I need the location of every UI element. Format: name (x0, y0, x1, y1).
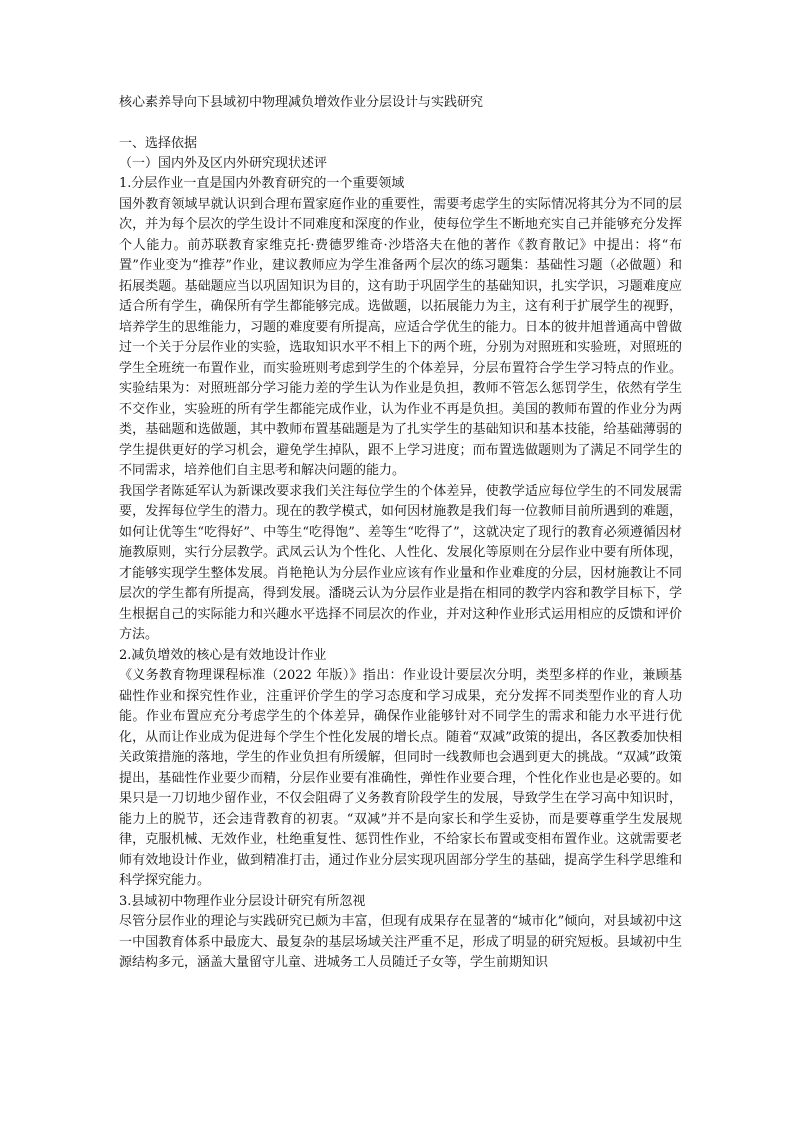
item-heading-1: 1.分层作业一直是国内外教育研究的一个重要领域 (119, 176, 405, 191)
item-heading-2: 2.减负增效的核心是有效地设计作业 (119, 647, 327, 663)
paragraph: 国外教育领域早就认识到合理布置家庭作业的重要性，需要考虑学生的实际情况将其分为不同的层次，并为每个层次的学生设计不同难度和深度的作业，使每位学生不断地充实自己并能够充分发挥个人能力。前苏联教育家维克托·费德罗维奇·沙塔洛夫在他的著作《教育散记》中提出：将“布置”作业变为“推荐”作业，建议教师应为学生准备两个层次的练习题集：基础性习题（必做题）和拓展类题。基础题应当以巩固知识为目的，这有助于巩固学生的基础知识，扎实学识，习题难度应适合所有学生，确保所有学生都能够完成。选做题，以拓展能力为主，这有利于扩展学生的视野，培养学生的思维能力，习题的难度要有所提高，应适合学优生的能力。日本的彼井旭普通高中曾做过一个关于分层作业的实验，选取知识水平不相上下的两个班，分别为对照班和实验班，对照班的学生全班统一布置作业，而实验班则考虑到学生的个体差异，分层布置符合学生学习特点的作业。实验结果为：对照班部分学习能力差的学生认为作业是负担，教师不管怎么惩罚学生，依然有学生不交作业，实验班的所有学生都能完成作业，认为作业不再是负担。美国的教师布置的作业分为两类，基础题和选做题，其中教师布置基础题是为了扎实学生的基础知识和基本技能，给基础薄弱的学生提供更好的学习机会，避免学生掉队，跟不上学习进度；而布置选做题则为了满足不同学生的不同需求，培养他们自主思考和解决问题的能力。 (119, 196, 682, 478)
document-title: 核心素养导向下县域初中物理减负增效作业分层设计与实践研究 (119, 95, 484, 110)
section-heading: 一、选择依据 (119, 136, 198, 151)
paragraph: 尽管分层作业的理论与实践研究已颇为丰富，但现有成果存在显著的“城市化”倾向，对县域初中这一中国教育体系中最庞大、最复杂的基层场域关注严重不足，形成了明显的研究短板。县域初中生源结构多元，涵盖大量留守儿童、进城务工人员随迁子女等，学生前期知识 (119, 914, 682, 970)
subsection-heading: （一）国内外及区内外研究现状述评 (119, 156, 328, 171)
document-page (119, 92, 682, 974)
paragraph: 《义务教育物理课程标准（2022 年版）》指出：作业设计要层次分明，类型多样的作业，兼顾基础性作业和探究性作业，注重评价学生的学习态度和学习成果，充分发挥不同类型作业的育人功能。作业布置应充分考虑学生的个体差异，确保作业能够针对不同学生的需求和能力水平进行优化，从而让作业成为促进每个学生个性化发展的增长点。随着“双减”政策的提出，各区教委加快相关政策措施的落地，学生的作业负担有所缓解，但同时一线教师也会遇到更大的挑战。“双减”政策提出，基础性作业要少而精，分层作业要有准确性，弹性作业要合理，个性化作业也是必要的。如果只是一刀切地少留作业，不仅会阻碍了义务教育阶段学生的发展，导致学生在学习高中知识时，能力上的脱节，还会违背教育的初衷。“双减”并不是向家长和学生妥协，而是要尊重学生发展规律，克服机械、无效作业，杜绝重复性、惩罚性作业，不给家长布置或变相布置作业。这就需要老师有效地设计作业，做到精准打击，通过作业分层实现巩固部分学生的基础，提高学生科学思维和科学探究能力。 (119, 668, 682, 888)
item-heading-3: 3.县域初中物理作业分层设计研究有所忽视 (119, 893, 366, 909)
paragraph: 我国学者陈延军认为新课改要求我们关注每位学生的个体差异，使教学适应每位学生的不同发展需要，发挥每位学生的潜力。现在的教学模式，如何因材施教是我们每一位教师目前所遇到的难题，如何让优等生“吃得好”、中等生“吃得饱”、差等生“吃得了”，这就决定了现行的教育必须遵循因材施教原则，实行分层教学。武凤云认为个性化、人性化、发展化等原则在分层作业中要有所体现，才能够实现学生整体发展。肖艳艳认为分层作业应该有作业量和作业难度的分层，因材施教让不同层次的学生都有所提高，得到发展。潘晓云认为分层作业是指在相同的教学内容和教学目标下，学生根据自己的实际能力和兴趣水平选择不同层次的作业，并对这种作业形式运用相应的反馈和评价方法。 (119, 483, 682, 642)
